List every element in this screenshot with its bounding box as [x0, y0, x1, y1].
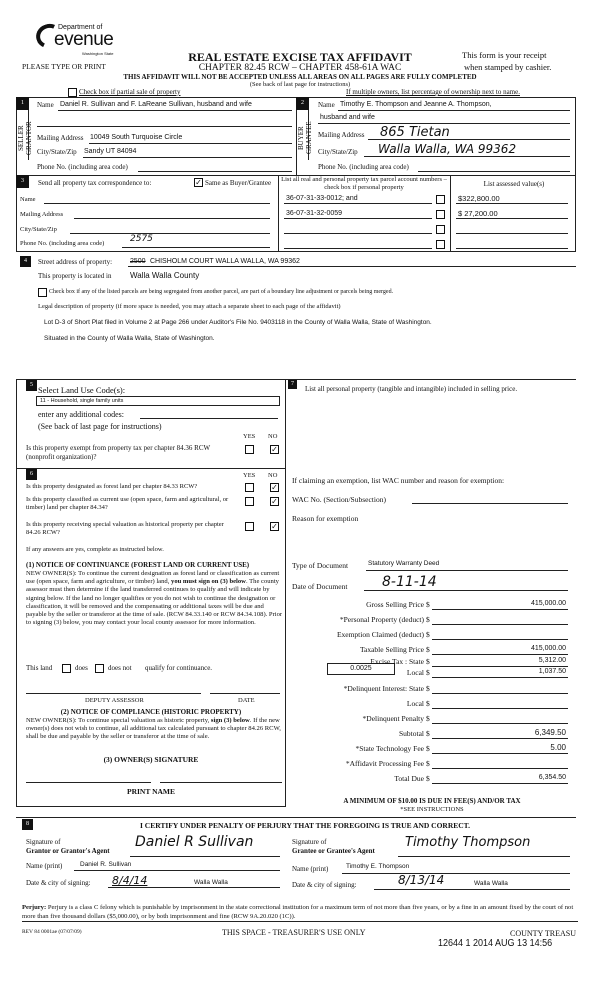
parcel-number[interactable] — [284, 248, 432, 249]
local-rate-value: 0.0025 — [350, 665, 372, 672]
section-number: 1 — [16, 97, 29, 110]
underline — [318, 123, 570, 124]
land-use-label: Select Land Use Code(s): — [38, 385, 126, 395]
current-use-yes-checkbox[interactable] — [245, 497, 254, 506]
buyer-mailing-field[interactable]: 865 Tietan — [380, 125, 450, 140]
grantee-sig-label-2: Grantee or Grantee's Agent — [292, 847, 375, 855]
grantor-date-field[interactable]: 8/4/14 — [112, 874, 148, 887]
dollar-sign: $ — [426, 744, 430, 753]
street-number-struck: 2500 — [130, 258, 146, 265]
dollar-sign: $ — [426, 759, 430, 768]
grantor-name-label: Name (print) — [26, 862, 63, 870]
divider — [16, 817, 576, 818]
personal-property-checkbox[interactable] — [436, 225, 445, 234]
partial-sale-label: Check box if partial sale of property — [79, 88, 181, 96]
fee-label: Local — [406, 668, 424, 677]
divider — [16, 468, 286, 469]
underline — [342, 873, 570, 874]
legal-description-line-2[interactable]: Situated in the County of Walla Walla, State of Washington. — [44, 335, 215, 342]
no-header: NO — [268, 472, 278, 479]
form-number: REV 84 0001ae (07/07/09) — [22, 929, 82, 935]
underline — [338, 110, 570, 111]
taxable-selling-price[interactable]: 415,000.00 — [530, 645, 566, 652]
total-due[interactable]: 6,354.50 — [538, 774, 566, 781]
underline — [366, 570, 568, 571]
page-subtitle: CHAPTER 82.45 RCW – CHAPTER 458-61A WAC — [198, 63, 402, 73]
seller-city-field[interactable]: Sandy UT 84094 — [84, 148, 137, 155]
fee-label: *Delinquent Interest: State — [343, 684, 424, 693]
forest-yes-checkbox[interactable] — [245, 483, 254, 492]
located-label: This property is located in — [38, 272, 112, 280]
personal-property-deduct[interactable] — [432, 624, 568, 625]
fee-label: *Affidavit Processing Fee — [345, 759, 424, 768]
seller-name-label: Name — [37, 101, 54, 109]
section-number: 8 — [22, 819, 33, 830]
dollar-sign: $ — [426, 774, 430, 783]
doc-type-field[interactable]: Statutory Warranty Deed — [368, 560, 440, 567]
section-number: 3 — [16, 175, 29, 188]
does-not-label: does not — [108, 664, 132, 672]
divider — [450, 175, 451, 252]
same-as-buyer-checkbox[interactable]: ✓ — [195, 178, 202, 187]
notice-continuance-text — [26, 570, 284, 627]
buyer-mailing-label: Mailing Address — [318, 131, 365, 139]
corr-mailing-field[interactable] — [74, 218, 270, 219]
wac-label: WAC No. (Section/Subsection) — [292, 495, 386, 504]
dollar-sign: $ — [426, 615, 430, 624]
treasurer-stamp: 12644 1 2014 AUG 13 14:56 — [438, 938, 553, 949]
seller-mailing-label: Mailing Address — [37, 134, 84, 142]
notice-text: . If the new owner(s) does not wish to continue, all additional tax calculated pursuant to chapter 84.26 RCW, shall be due and payable by the seller or transferor at the time of sale. — [26, 717, 281, 740]
personal-property-checkbox[interactable] — [436, 240, 445, 249]
fee-label: *Delinquent Penalty — [362, 714, 424, 723]
notice-compliance-text — [26, 717, 284, 741]
notice-compliance-title: (2) NOTICE OF COMPLIANCE (HISTORIC PROPERTY) — [60, 708, 242, 716]
deputy-assessor-signature-field[interactable] — [26, 693, 201, 694]
personal-property-label: List all personal property (tangible and intangible) included in selling price. — [305, 385, 518, 393]
historical-question: Is this property receiving special valuation as historical property per chapter 84.26 RCW? — [26, 521, 224, 536]
corr-mailing-label: Mailing Address — [20, 211, 64, 218]
grantee-signature[interactable]: Timothy Thompson — [405, 835, 531, 850]
notice-bold: sign (3) below — [210, 717, 250, 724]
exemption-claimed[interactable] — [432, 639, 568, 640]
grantee-date-label: Date & city of signing: — [292, 881, 357, 889]
logo-revenue: evenue — [54, 29, 114, 50]
grantee-city-field[interactable]: Walla Walla — [474, 880, 508, 887]
warning-text: THIS AFFIDAVIT WILL NOT BE ACCEPTED UNLESS ALL AREAS ON ALL PAGES ARE FULLY COMPLETED — [123, 73, 477, 81]
parcel-number[interactable]: 36-07-31-33-0012; and — [286, 195, 358, 202]
notice-bold: you must sign on (3) below — [171, 578, 246, 586]
delinquent-penalty[interactable] — [432, 723, 568, 724]
multiple-owners-note: If multiple owners, list percentage of ownership next to name. — [346, 88, 520, 96]
buyer-name-field-2[interactable]: husband and wife — [320, 114, 375, 121]
receipt-note-1: This form is your receipt — [462, 50, 547, 60]
parcel-number[interactable]: 36-07-31-32-0059 — [286, 210, 343, 217]
seller-mailing-field[interactable]: 10049 South Turquoise Circle — [90, 134, 183, 141]
buyer-phone-label: Phone No. (including area code) — [318, 163, 409, 171]
underline — [130, 856, 280, 857]
section-number: 5 — [26, 380, 37, 391]
divider — [286, 379, 576, 380]
exempt-no-checkbox[interactable]: ✓ — [271, 445, 278, 454]
dollar-sign: $ — [426, 714, 430, 723]
county-treasurer-label: COUNTY TREASU — [510, 929, 577, 938]
underline — [432, 609, 568, 610]
underline — [374, 889, 570, 890]
grantor-sig-label-1: Signature of — [26, 838, 61, 846]
grantor-name-field[interactable]: Daniel R. Sullivan — [80, 861, 132, 868]
perjury-notice — [22, 904, 578, 922]
doc-type-label: Type of Document — [292, 561, 349, 570]
underline — [108, 887, 280, 888]
dollar-sign: $ — [426, 630, 430, 639]
land-use-see-back: (See back of last page for instructions) — [38, 422, 162, 431]
current-use-no-checkbox[interactable]: ✓ — [271, 497, 278, 506]
street-address-label: Street address of property: — [38, 258, 113, 266]
partial-sale-checkbox[interactable] — [68, 88, 77, 97]
deputy-assessor-label: DEPUTY ASSESSOR — [85, 697, 144, 704]
see-back-note: (See back of last page for instructions) — [249, 81, 351, 88]
grantee-name-label: Name (print) — [292, 865, 329, 873]
buyer-grantee-label: BUYER GRANTEE — [297, 121, 313, 155]
historical-yes-checkbox[interactable] — [245, 522, 254, 531]
current-use-question: Is this property classified as current use (open space, farm and agricultural, or timber) land per chapter 84.34? — [26, 496, 229, 511]
underline — [364, 590, 568, 591]
exemption-label: If claiming an exemption, list WAC number and reason for exemption: — [292, 476, 505, 485]
additional-codes-field[interactable] — [140, 418, 278, 419]
underline — [284, 203, 432, 204]
grantor-date-label: Date & city of signing: — [26, 879, 91, 887]
gross-selling-price[interactable]: 415,000.00 — [530, 600, 566, 607]
print-name-label: PRINT NAME — [127, 787, 175, 796]
assessed-value[interactable] — [456, 233, 568, 234]
owner-signature-field[interactable] — [26, 782, 151, 783]
exempt-question: Is this property exempt from property tax per chapter 84.36 RCW (nonprofit organization)? — [26, 444, 210, 461]
page-title: REAL ESTATE EXCISE TAX AFFIDAVIT — [188, 50, 412, 64]
section-number: 4 — [20, 256, 31, 267]
segregated-label: Check box if any of the listed parcels are being segregated from another parcel, are part of a boundary line adjustment or parcels being merged. — [49, 289, 394, 295]
land-use-select[interactable] — [36, 396, 280, 406]
fee-label: Taxable Selling Price — [359, 645, 424, 654]
personal-property-checkbox[interactable] — [436, 210, 445, 219]
seller-city-label: City/State/Zip — [37, 148, 77, 156]
does-checkbox[interactable] — [62, 664, 71, 673]
underline — [456, 203, 568, 204]
receipt-note-2: when stamped by cashier. — [464, 62, 552, 72]
dollar-sign: $ — [426, 668, 430, 677]
underline — [456, 218, 568, 219]
underline — [364, 156, 570, 157]
segregated-checkbox[interactable] — [38, 288, 47, 297]
parcels-header: List all real and personal property tax parcel account numbers – check box if personal property — [281, 176, 447, 191]
additional-codes-label: enter any additional codes: — [38, 410, 124, 419]
assessed-value[interactable]: $ 27,200.00 — [458, 209, 498, 218]
notice-text: NEW OWNER(S): To continue special valuation as historic property, — [26, 717, 210, 724]
delinquent-interest-local[interactable] — [432, 708, 568, 709]
notice-text: . The county assessor must then determine if the land transferred continues to qualify and will indicate by signing below. If the land no longer qualifies or you do not wish to continue the designation or classification, it will be removed and the compensating or additional taxes will be due and payable by the seller or transferor at the time of sale. (RCW 84.33.140 or RCW 84.34.108). Prior to signing (3) below, you may contact your local county assessor for more information. — [26, 578, 283, 627]
buyer-city-field[interactable]: Walla Walla, WA 99362 — [378, 142, 517, 156]
grantor-sig-label-2: Grantor or Grantor's Agent — [26, 847, 110, 855]
assessor-date-field[interactable] — [210, 693, 280, 694]
logo-dept: Department of — [58, 24, 103, 31]
section-number: 2 — [296, 97, 309, 110]
legal-description-line-1[interactable]: Lot D-3 of Short Plat filed in Volume 2 at Page 266 under Auditor's File No. 9403118 in the County of Walla Walla, State of Washington. — [44, 319, 432, 326]
perjury-bold: Perjury: — [22, 904, 47, 911]
grantee-date-field[interactable]: 8/13/14 — [398, 873, 445, 887]
does-not-checkbox[interactable] — [95, 664, 104, 673]
buyer-city-label: City/State/Zip — [318, 148, 358, 156]
excise-tax-state[interactable]: 5,312.00 — [538, 657, 566, 664]
dollar-sign: $ — [426, 729, 430, 738]
street-address-field[interactable]: CHISHOLM COURT WALLA WALLA, WA 99362 — [150, 258, 300, 265]
assessed-value[interactable]: $322,800.00 — [458, 194, 500, 203]
this-land-label: This land — [26, 664, 53, 672]
underline — [58, 110, 292, 111]
logo-state: Washington State — [82, 51, 114, 56]
send-correspondence-label: Send all property tax correspondence to: — [38, 179, 152, 187]
yes-header: YES — [243, 433, 256, 440]
personal-property-checkbox[interactable] — [436, 195, 445, 204]
no-header: NO — [268, 433, 278, 440]
dollar-sign: $ — [426, 684, 430, 693]
perjury-text: Perjury is a class C felony which is punishable by imprisonment in the state correctional institution for a maximum term of not more than five years, or by a fine in an amount fixed by the court of not more than five thousand dollars ($5,000.00), or by both imprisonment and fine (RCW 9A.20.020 (1C)). — [22, 904, 574, 920]
underline — [74, 870, 280, 871]
underline — [432, 654, 568, 655]
corr-name-field[interactable] — [44, 203, 270, 204]
seller-grantor-label: SELLER GRANTOR — [17, 121, 33, 155]
assessed-header: List assessed value(s) — [483, 180, 545, 188]
minimum-notice: A MINIMUM OF $10.00 IS DUE IN FEE(S) AND/OR TAX — [343, 797, 521, 805]
exempt-yes-checkbox[interactable] — [245, 445, 254, 454]
underline — [432, 677, 568, 678]
grantee-sig-label-1: Signature of — [292, 838, 327, 846]
grantee-name-field[interactable]: Timothy E. Thompson — [346, 863, 410, 870]
underline — [432, 666, 568, 667]
owner-print-name-field[interactable] — [160, 782, 282, 783]
corr-phone-label: Phone No. (including area code) — [20, 240, 105, 247]
dollar-sign: $ — [426, 699, 430, 708]
date-label: DATE — [238, 697, 255, 704]
fee-label: Excise Tax : State — [370, 657, 424, 666]
affidavit-processing-fee[interactable] — [432, 768, 568, 769]
historical-no-checkbox[interactable]: ✓ — [271, 522, 278, 531]
dollar-sign: $ — [426, 645, 430, 654]
fee-label: Total Due — [394, 774, 424, 783]
grantor-city-field[interactable]: Walla Walla — [194, 879, 228, 886]
seller-name-field[interactable]: Daniel R. Sullivan and F. LaReane Sullivan, husband and wife — [60, 101, 252, 108]
parcel-number[interactable] — [284, 233, 432, 234]
state-technology-fee[interactable]: 5.00 — [550, 743, 566, 752]
reason-label: Reason for exemption — [292, 514, 359, 523]
underline — [398, 856, 570, 857]
underline — [432, 783, 568, 784]
fee-label: *Personal Property (deduct) — [339, 615, 424, 624]
does-label: does — [75, 664, 88, 672]
grantor-signature[interactable]: Daniel R Sullivan — [135, 834, 254, 850]
if-yes-instruction: If any answers are yes, complete as instructed below. — [26, 546, 164, 553]
dollar-sign: $ — [426, 657, 430, 666]
assessed-value[interactable] — [456, 248, 568, 249]
doc-date-field[interactable]: 8-11-14 — [382, 574, 437, 590]
seller-phone-label: Phone No. (including area code) — [37, 163, 128, 171]
underline — [89, 143, 292, 144]
forest-land-question: Is this property designated as forest land per chapter 84.33 RCW? — [26, 483, 198, 490]
notice-text: NEW OWNER(S): To continue the current designation as forest land or classification as current use (open space, farm and agriculture, or timber) land, — [26, 570, 280, 586]
same-as-buyer-label: Same as Buyer/Grantee — [205, 179, 272, 187]
underline — [432, 753, 568, 754]
legal-description-label: Legal description of property (if more space is needed, you may attach a separate sheet to each page of the affidavit) — [38, 303, 341, 310]
doc-date-label: Date of Document — [292, 582, 348, 591]
corr-name-label: Name — [20, 196, 36, 203]
excise-tax-local[interactable]: 1,037.50 — [538, 668, 566, 675]
fee-label: Subtotal — [398, 729, 424, 738]
underline — [83, 157, 292, 158]
corr-city-label: City/State/Zip — [20, 226, 57, 233]
section-number: 6 — [26, 469, 37, 480]
handwritten-annotation: 2575 — [130, 234, 153, 244]
buyer-name-label: Name — [318, 101, 335, 109]
forest-no-checkbox[interactable]: ✓ — [271, 483, 278, 492]
section-number: 7 — [288, 380, 297, 389]
qualify-label: qualify for continuance. — [145, 664, 213, 672]
delinquent-interest-state[interactable] — [432, 693, 568, 694]
fee-label: Gross Selling Price — [366, 600, 424, 609]
seller-phone-field[interactable] — [138, 171, 292, 172]
fee-label: *State Technology Fee — [355, 744, 424, 753]
underline — [128, 266, 576, 267]
owner-signature-label: (3) OWNER(S) SIGNATURE — [103, 755, 199, 764]
underline — [284, 218, 432, 219]
buyer-phone-field[interactable] — [418, 171, 570, 172]
underline — [37, 126, 292, 127]
fee-label: Local — [406, 699, 424, 708]
wac-field[interactable] — [412, 503, 568, 504]
notice-continuance-title: (1) NOTICE OF CONTINUANCE (FOREST LAND OR CURRENT USE) — [26, 561, 250, 569]
see-instructions: *SEE INSTRUCTIONS — [400, 806, 464, 813]
county-field[interactable]: Walla Walla County — [130, 271, 200, 280]
underline — [432, 738, 568, 739]
divider — [278, 175, 279, 252]
land-use-value: 11 - Household, single family units — [40, 398, 124, 404]
buyer-name-field[interactable]: Timothy E. Thompson and Jeanne A. Thompson, — [340, 101, 492, 108]
certify-statement: I CERTIFY UNDER PENALTY OF PERJURY THAT THE FOREGOING IS TRUE AND CORRECT. — [139, 821, 470, 830]
please-type: PLEASE TYPE OR PRINT — [22, 62, 106, 71]
corr-phone-field[interactable] — [122, 247, 270, 248]
corr-city-field[interactable] — [70, 233, 270, 234]
fee-label: Exemption Claimed (deduct) — [336, 630, 424, 639]
subtotal[interactable]: 6,349.50 — [534, 728, 566, 737]
yes-header: YES — [243, 472, 256, 479]
dollar-sign: $ — [426, 600, 430, 609]
treasurer-use-label: THIS SPACE - TREASURER'S USE ONLY — [222, 928, 366, 937]
